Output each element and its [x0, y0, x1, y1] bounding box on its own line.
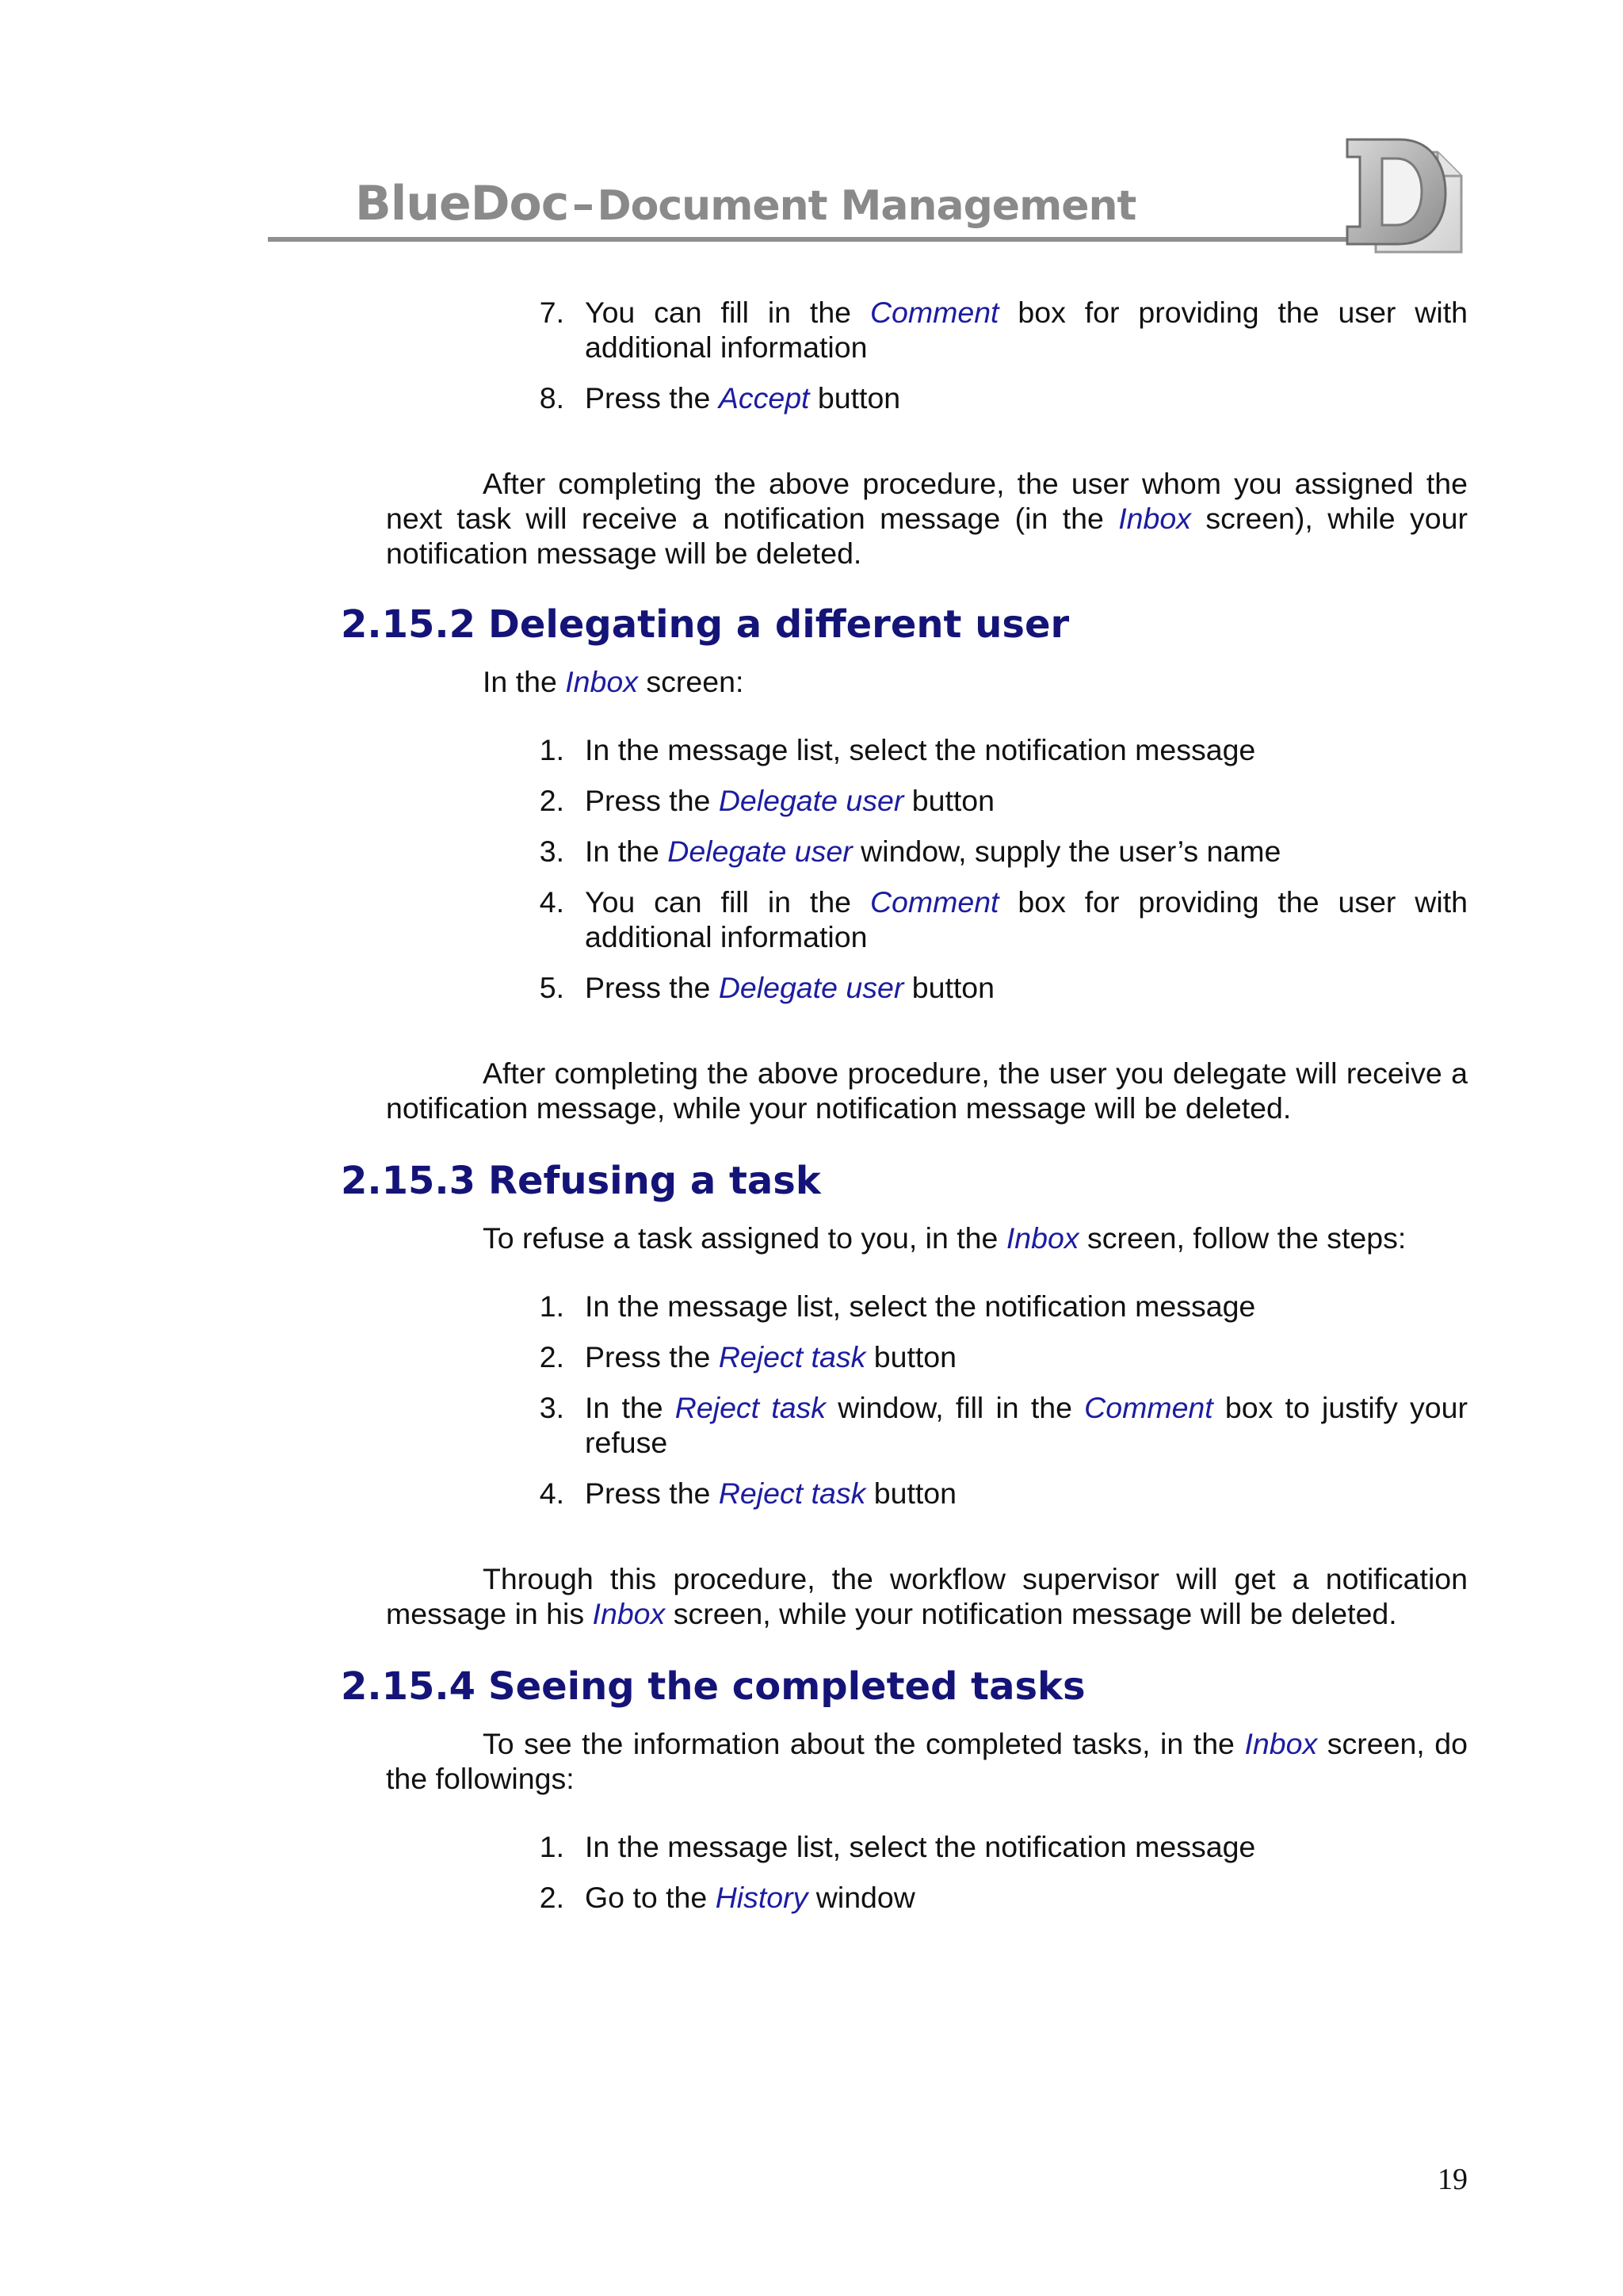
text-run: You can fill in the	[585, 296, 870, 329]
text-run: box for providing the user with additional information	[585, 296, 1468, 364]
paragraph	[386, 466, 1468, 571]
list-item	[585, 295, 1468, 365]
paragraph	[386, 1561, 1468, 1631]
text-run: After completing the above procedure, the user whom you assigned the next task will receive a notification message (in the	[386, 467, 1468, 535]
emphasis-term: Comment	[1084, 1391, 1213, 1424]
page-number: 19	[1438, 2163, 1468, 2196]
emphasis-term: Inbox	[565, 665, 638, 698]
text-run: In the	[585, 835, 668, 868]
list-item-number: 3.	[539, 1391, 564, 1424]
text-run: button	[865, 1340, 957, 1373]
emphasis-term: Reject task	[718, 1340, 866, 1373]
list-item-number: 4.	[539, 1477, 564, 1510]
header-rule	[268, 237, 1374, 242]
text-run: box for providing the user with additional information	[585, 885, 1468, 953]
section-number: 2.15.4	[341, 1664, 476, 1709]
emphasis-term: Delegate user	[667, 835, 853, 868]
text-run: You can fill in the	[585, 885, 870, 919]
section-heading	[341, 602, 1069, 647]
text-run: button	[903, 971, 995, 1004]
text-run: box to justify your refuse	[585, 1391, 1468, 1459]
list-item-number: 2.	[539, 1340, 564, 1373]
section-title: Refusing a task	[488, 1159, 821, 1203]
section-title: Delegating a different user	[488, 602, 1070, 647]
list-item	[585, 783, 1468, 818]
text-run: screen), while your notification message will be deleted.	[386, 502, 1468, 570]
list-item	[585, 884, 1468, 954]
text-run: Press the	[585, 1477, 719, 1510]
list-item-number: 1.	[539, 733, 564, 766]
list-item-number: 2.	[539, 1881, 564, 1914]
section-number: 2.15.3	[341, 1159, 476, 1203]
text-run: In the	[585, 1391, 675, 1424]
list-item-number: 7.	[539, 296, 564, 329]
text-run: Press the	[585, 381, 719, 415]
text-run: screen, do the followings:	[386, 1727, 1468, 1795]
emphasis-term: Inbox	[1006, 1221, 1079, 1255]
text-run: button	[865, 1477, 957, 1510]
list-item: In the message list, select the notification message	[585, 733, 1256, 766]
section-intro	[386, 1726, 1468, 1796]
paragraph: After completing the above procedure, the user you delegate will receive a notification message, while your notification message will be deleted.	[386, 1056, 1468, 1125]
text-run: button	[809, 381, 901, 415]
text-run: To see the information about the completed tasks, in the	[483, 1727, 1245, 1760]
list-item	[585, 380, 1468, 415]
list-item	[585, 1339, 1468, 1374]
list-item: In the message list, select the notification message	[585, 1830, 1256, 1863]
text-run: window, fill in the	[826, 1391, 1085, 1424]
header-dash: –	[571, 179, 594, 231]
list-item-number: 5.	[539, 971, 564, 1004]
emphasis-term: Delegate user	[718, 971, 904, 1004]
list-item: In the message list, select the notification message	[585, 1289, 1256, 1323]
list-item-number: 2.	[539, 784, 564, 817]
text-run: window, supply the user’s name	[852, 835, 1281, 868]
text-run: Press the	[585, 784, 719, 817]
section-number: 2.15.2	[341, 602, 476, 647]
header-brand: BlueDoc	[355, 176, 569, 231]
list-item	[585, 970, 1468, 1005]
list-item-number: 4.	[539, 885, 564, 919]
text-run: Press the	[585, 971, 719, 1004]
section-heading	[341, 1664, 1086, 1709]
list-item	[585, 1880, 1468, 1915]
list-item-number: 3.	[539, 835, 564, 868]
emphasis-term: Comment	[869, 296, 999, 329]
text-run: Go to the	[585, 1881, 716, 1914]
bluedoc-logo-icon	[1344, 135, 1465, 255]
emphasis-term: Reject task	[718, 1477, 866, 1510]
emphasis-term: Delegate user	[718, 784, 904, 817]
header-title	[355, 176, 1136, 231]
text-run: window	[808, 1881, 915, 1914]
list-item	[585, 1390, 1468, 1460]
text-run: To refuse a task assigned to you, in the	[483, 1221, 1006, 1255]
list-item-number: 1.	[539, 1289, 564, 1323]
emphasis-term: Inbox	[592, 1597, 666, 1630]
emphasis-term: Inbox	[1244, 1727, 1318, 1760]
list-item-number: 1.	[539, 1830, 564, 1863]
emphasis-term: Comment	[869, 885, 999, 919]
emphasis-term: Accept	[718, 381, 810, 415]
text-run: screen, while your notification message will be deleted.	[665, 1597, 1397, 1630]
section-intro	[483, 1221, 1468, 1255]
header-subtitle: Document Management	[597, 182, 1136, 230]
text-run: Through this procedure, the workflow supervisor will get a notification message in his	[386, 1562, 1468, 1630]
list-item	[585, 834, 1468, 869]
list-item-number: 8.	[539, 381, 564, 415]
section-intro	[483, 664, 1468, 699]
text-run: button	[903, 784, 995, 817]
emphasis-term: Inbox	[1118, 502, 1191, 535]
text-run: screen, follow the steps:	[1079, 1221, 1407, 1255]
text-run: Press the	[585, 1340, 719, 1373]
emphasis-term: Reject task	[674, 1391, 827, 1424]
emphasis-term: History	[715, 1881, 808, 1914]
section-heading	[341, 1159, 821, 1203]
list-item	[585, 1476, 1468, 1511]
section-title: Seeing the completed tasks	[488, 1664, 1086, 1709]
text-run: In the	[483, 665, 566, 698]
text-run: screen:	[638, 665, 744, 698]
